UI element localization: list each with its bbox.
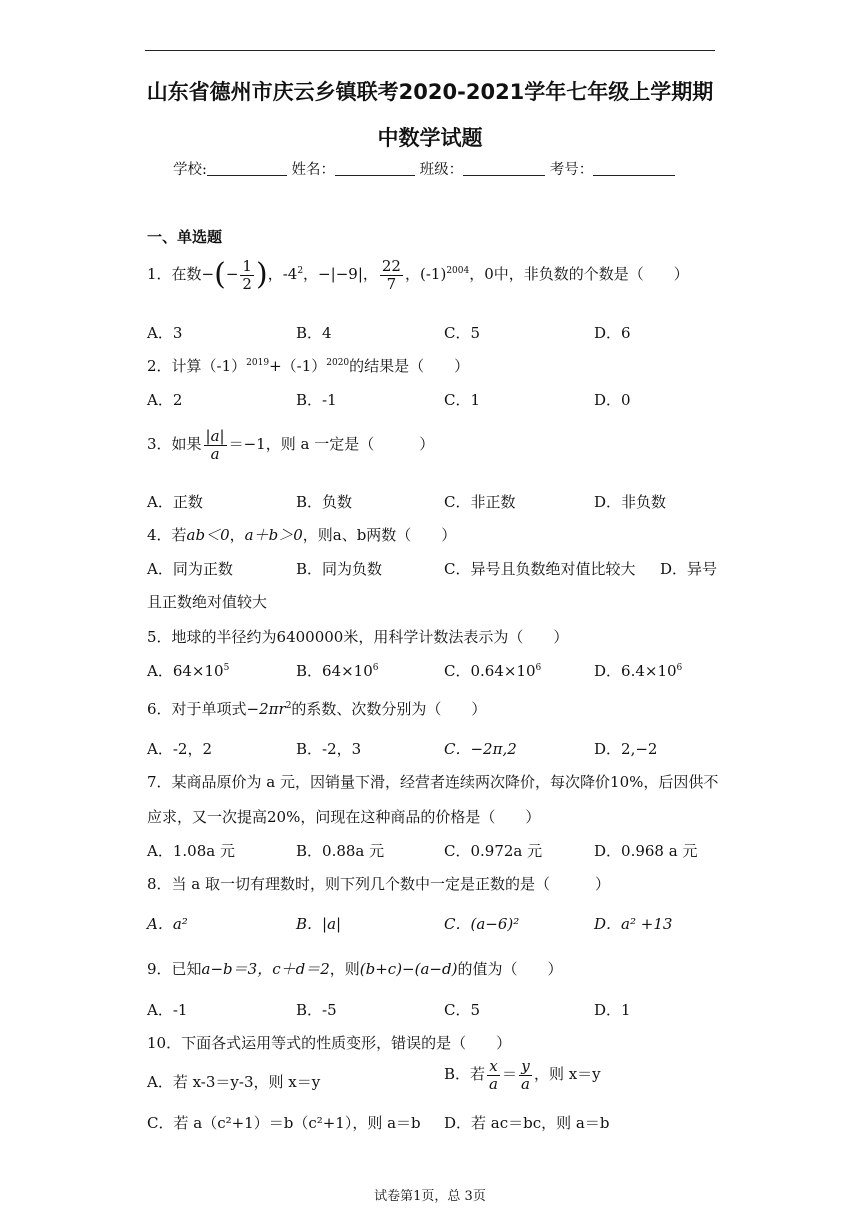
class-blank[interactable]	[463, 161, 545, 176]
q4-option-d: D．异号	[660, 560, 718, 578]
exam-title-line1: 山东省德州市庆云乡镇联考2020-2021学年七年级上学期期	[146, 80, 714, 104]
fraction: $\frac{22}{7}$	[381, 257, 401, 293]
q6-option-a: A．-2，2	[147, 740, 212, 758]
q8-option-c: C．(a−6)²	[444, 915, 520, 933]
q6-option-d: D．2,−2	[594, 740, 658, 758]
q4-option-d-cont: 且正数绝对值较大	[147, 593, 268, 611]
q9-option-c: C．5	[444, 1001, 481, 1019]
name-label: 姓名：	[291, 162, 335, 178]
fraction: $\frac{1}{2}$	[242, 257, 252, 293]
q7-option-a: A．1.08a 元	[147, 842, 235, 860]
q4-option-b: B．同为负数	[296, 560, 383, 578]
q3-option-b: B．负数	[296, 493, 353, 511]
question-7-line2: 应求，又一次提高20%，问现在这种商品的价格是（ ）	[147, 808, 541, 826]
q10-option-a: A．若 x-3＝y-3，则 x＝y	[147, 1073, 321, 1091]
question-8: 8．当 a 取一切有理数时，则下列几个数中一定是正数的是（ ）	[147, 875, 611, 893]
school-label: 学校:	[173, 162, 207, 178]
q4-option-c: C．异号且负数绝对值比较大	[444, 560, 636, 578]
q10-option-d: D．若 ac＝bc，则 a＝b	[444, 1114, 610, 1132]
q5-option-c: C．$0.64\times 10^6$	[444, 662, 542, 680]
q6-option-c: C．−2π,2	[444, 740, 517, 758]
section-heading: 一、单选题	[147, 228, 223, 246]
question-2: 2．计算$(-1)^{2019}+(-1)^{2020}$的结果是（ ）	[147, 357, 470, 375]
question-9: 9．已知a−b＝3，c＋d＝2，则(b+c)−(a−d)的值为（ ）	[147, 960, 563, 978]
q5-option-b: B．$64\times 10^6$	[296, 662, 379, 680]
q8-option-a: A．a²	[147, 915, 188, 933]
question-4: 4．若ab＜0，a＋b＞0，则a、b两数（ ）	[147, 526, 457, 544]
exam-no-label: 考号：	[549, 162, 594, 178]
q1-option-c: C．5	[444, 324, 481, 342]
exam-title-line2: 中数学试题	[377, 126, 483, 150]
class-label: 班级：	[419, 162, 464, 178]
q9-option-a: A．-1	[147, 1001, 188, 1019]
top-rule	[145, 50, 715, 51]
question-7-line1: 7．某商品原价为 a 元，因销量下滑，经营者连续两次降价，每次降价10%，后因供不	[147, 773, 719, 791]
q1-option-a: A．3	[147, 324, 183, 342]
q2-option-b: B．-1	[296, 391, 337, 409]
question-1: 1．在数−(− $\frac{1}{2}$ )，$-4^2$，−|−9|， $\frac{22}{7}$ ，$(-1)^{2004}$，0中，非负数的个数是（ ）	[147, 257, 689, 293]
q2-option-d: D．0	[594, 391, 631, 409]
q5-option-a: A．$64\times 10^5$	[147, 662, 230, 680]
q10-option-c: C．若 a（c²+1）＝b（c²+1），则 a＝b	[147, 1114, 421, 1132]
q8-option-b: B．|a|	[296, 915, 342, 933]
question-6: 6．对于单项式$-2\pi r^2$的系数、次数分别为（ ）	[147, 700, 487, 718]
question-10: 10．下面各式运用等式的性质变形，错误的是（ ）	[147, 1034, 512, 1052]
name-blank[interactable]	[335, 161, 415, 176]
q1-option-b: B．4	[296, 324, 332, 342]
q5-option-d: D．$6.4\times 10^6$	[594, 662, 683, 680]
exam-no-blank[interactable]	[593, 161, 675, 176]
page-footer: 试卷第1页，总 3页	[374, 1189, 486, 1204]
q7-option-c: C．0.972a 元	[444, 842, 543, 860]
q2-option-c: C．1	[444, 391, 481, 409]
q2-option-a: A．2	[147, 391, 183, 409]
q3-option-c: C．非正数	[444, 493, 516, 511]
q10-option-b: B．若 $\frac{x}{a}$ ＝ $\frac{y}{a}$ ，则 x＝y	[444, 1057, 601, 1093]
q3-option-d: D．非负数	[594, 493, 667, 511]
q6-option-b: B．-2，3	[296, 740, 362, 758]
q9-option-b: B．-5	[296, 1001, 337, 1019]
q9-option-d: D．1	[594, 1001, 631, 1019]
q4-option-a: A．同为正数	[147, 560, 233, 578]
school-blank[interactable]	[207, 161, 287, 176]
q7-option-d: D．0.968 a 元	[594, 842, 698, 860]
q1-option-d: D．6	[594, 324, 631, 342]
student-info	[173, 158, 675, 179]
q3-option-a: A．正数	[147, 493, 203, 511]
q8-option-d: D．a² +13	[594, 915, 673, 933]
fraction: $\frac{|a|}{a}$	[205, 427, 225, 463]
question-5: 5．地球的半径约为6400000米，用科学计数法表示为（ ）	[147, 628, 569, 646]
question-3: 3．如果 $\frac{|a|}{a}$ ＝−1，则 a 一定是（ ）	[147, 427, 435, 463]
q7-option-b: B．0.88a 元	[296, 842, 385, 860]
